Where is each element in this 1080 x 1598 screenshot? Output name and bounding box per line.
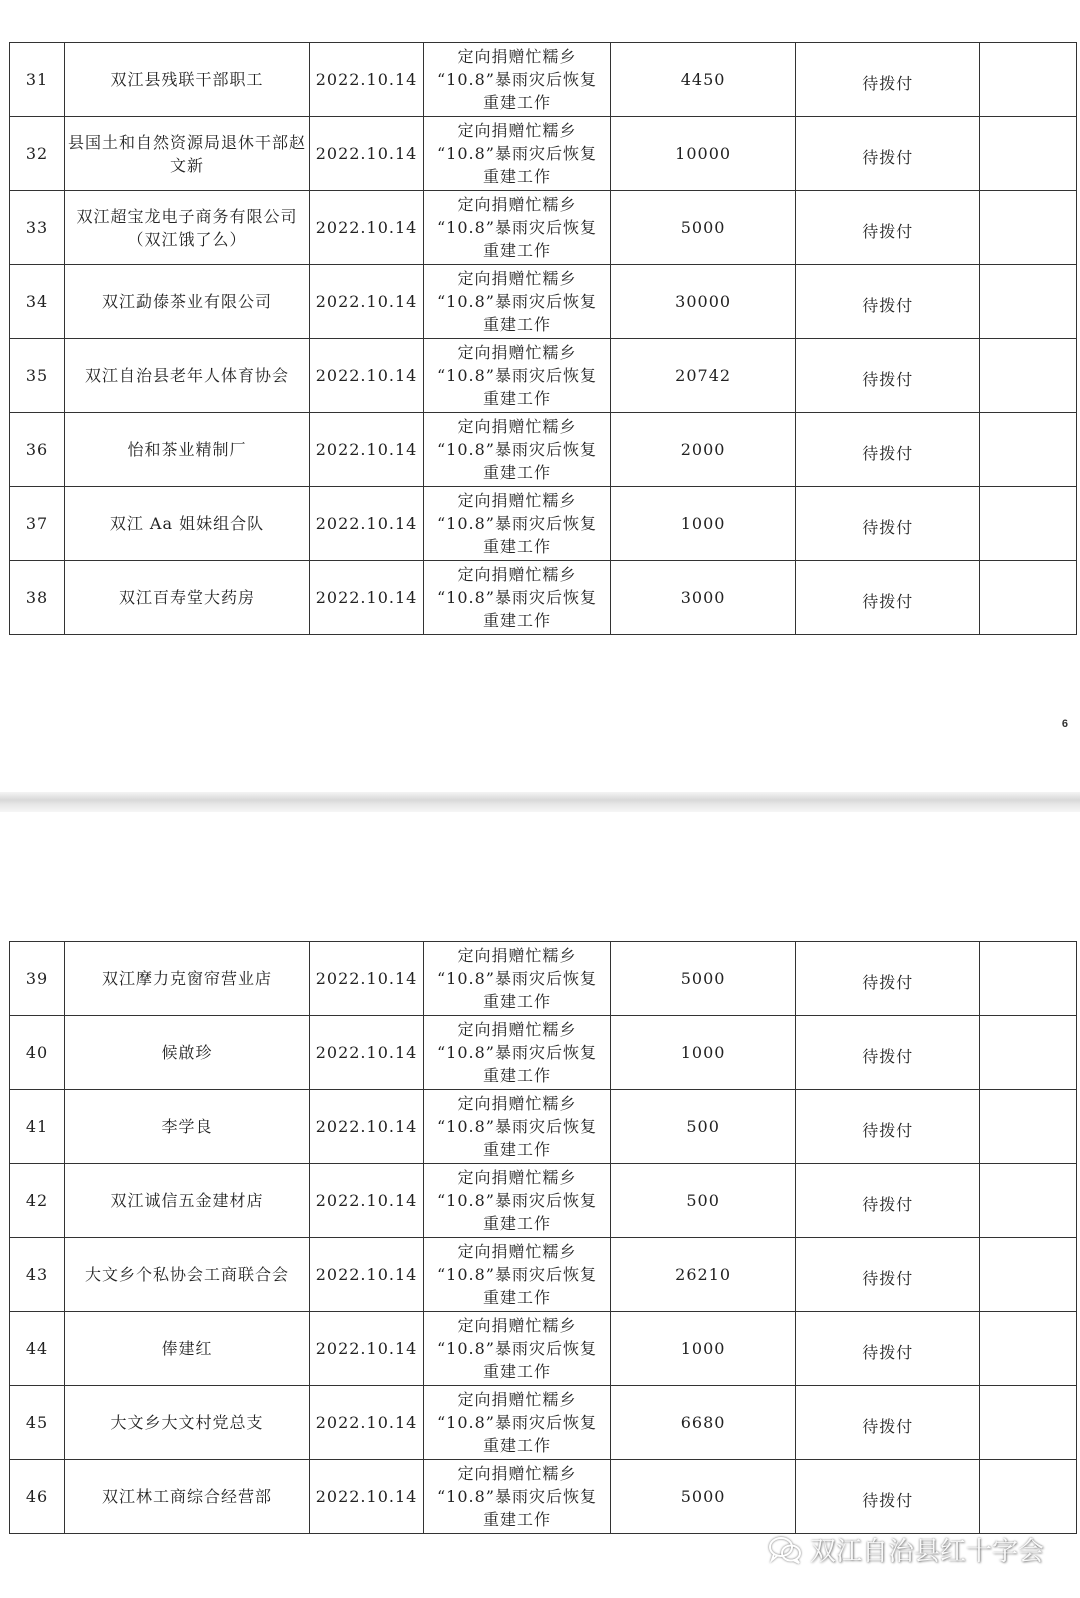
donor-name: 双江县残联干部职工 (65, 43, 310, 117)
purpose-line: “10.8”暴雨灾后恢复 (436, 1339, 597, 1358)
donation-purpose (424, 339, 611, 413)
remark-cell (980, 43, 1077, 117)
donation-date: 2022.10.14 (309, 1090, 423, 1164)
purpose-line: 定向捐赠忙糯乡 (457, 1464, 577, 1483)
donation-date: 2022.10.14 (309, 1164, 423, 1238)
remark-cell (980, 1090, 1077, 1164)
row-number: 33 (10, 191, 65, 265)
remark-cell (980, 413, 1077, 487)
donation-amount: 6680 (610, 1386, 796, 1460)
donor-name: 双江摩力克窗帘营业店 (65, 942, 310, 1016)
purpose-line: “10.8”暴雨灾后恢复 (436, 292, 597, 311)
purpose-line: 定向捐赠忙糯乡 (457, 1316, 577, 1335)
donation-purpose (424, 43, 611, 117)
payment-status (796, 561, 980, 635)
donation-date: 2022.10.14 (309, 1312, 423, 1386)
donation-date: 2022.10.14 (309, 561, 423, 635)
table-row (10, 43, 1077, 117)
payment-status (796, 1238, 980, 1312)
wechat-icon (768, 1536, 802, 1564)
status-text: 待拨付 (862, 973, 914, 992)
status-text: 待拨付 (862, 1417, 914, 1436)
purpose-line: 重建工作 (482, 1214, 551, 1233)
donation-amount: 5000 (610, 942, 796, 1016)
row-number: 35 (10, 339, 65, 413)
remark-cell (980, 561, 1077, 635)
row-number: 46 (10, 1460, 65, 1534)
purpose-line: “10.8”暴雨灾后恢复 (436, 969, 597, 988)
table-row (10, 1238, 1077, 1312)
row-number: 31 (10, 43, 65, 117)
row-number: 34 (10, 265, 65, 339)
table-row (10, 1386, 1077, 1460)
purpose-line: “10.8”暴雨灾后恢复 (436, 144, 597, 163)
donor-name: 候啟珍 (65, 1016, 310, 1090)
status-text: 待拨付 (862, 1047, 914, 1066)
remark-cell (980, 117, 1077, 191)
donation-amount: 5000 (610, 1460, 796, 1534)
row-number: 45 (10, 1386, 65, 1460)
row-number: 38 (10, 561, 65, 635)
table-row (10, 487, 1077, 561)
donation-purpose (424, 1016, 611, 1090)
donation-date: 2022.10.14 (309, 191, 423, 265)
donor-name: 双江超宝龙电子商务有限公司（双江饿了么） (65, 191, 310, 265)
status-text: 待拨付 (862, 518, 914, 537)
purpose-line: 重建工作 (482, 1288, 551, 1307)
status-text: 待拨付 (862, 296, 914, 315)
donation-purpose (424, 1090, 611, 1164)
purpose-line: 定向捐赠忙糯乡 (457, 195, 577, 214)
row-number: 32 (10, 117, 65, 191)
donation-date: 2022.10.14 (309, 43, 423, 117)
purpose-line: 定向捐赠忙糯乡 (457, 417, 577, 436)
row-number: 37 (10, 487, 65, 561)
purpose-line: “10.8”暴雨灾后恢复 (436, 1117, 597, 1136)
payment-status (796, 43, 980, 117)
status-text: 待拨付 (862, 1343, 914, 1362)
purpose-line: 重建工作 (482, 167, 551, 186)
remark-cell (980, 1386, 1077, 1460)
status-text: 待拨付 (862, 444, 914, 463)
purpose-line: 定向捐赠忙糯乡 (457, 1390, 577, 1409)
purpose-line: 定向捐赠忙糯乡 (457, 121, 577, 140)
donor-name: 大文乡大文村党总支 (65, 1386, 310, 1460)
purpose-line: 重建工作 (482, 463, 551, 482)
donor-name: 双江勐傣茶业有限公司 (65, 265, 310, 339)
donation-date: 2022.10.14 (309, 117, 423, 191)
row-number: 44 (10, 1312, 65, 1386)
purpose-line: “10.8”暴雨灾后恢复 (436, 366, 597, 385)
donation-date: 2022.10.14 (309, 339, 423, 413)
purpose-line: “10.8”暴雨灾后恢复 (436, 70, 597, 89)
payment-status (796, 1460, 980, 1534)
table-row (10, 942, 1077, 1016)
donation-purpose (424, 1312, 611, 1386)
row-number: 36 (10, 413, 65, 487)
payment-status (796, 1090, 980, 1164)
page-separator (0, 792, 1080, 812)
donation-purpose (424, 561, 611, 635)
donation-purpose (424, 265, 611, 339)
donation-purpose (424, 942, 611, 1016)
payment-status (796, 413, 980, 487)
donation-purpose (424, 487, 611, 561)
row-number: 43 (10, 1238, 65, 1312)
purpose-line: 定向捐赠忙糯乡 (457, 946, 577, 965)
donation-purpose (424, 1164, 611, 1238)
purpose-line: “10.8”暴雨灾后恢复 (436, 1265, 597, 1284)
purpose-line: “10.8”暴雨灾后恢复 (436, 1487, 597, 1506)
donation-purpose (424, 191, 611, 265)
purpose-line: “10.8”暴雨灾后恢复 (436, 1191, 597, 1210)
table-row (10, 1164, 1077, 1238)
payment-status (796, 191, 980, 265)
donation-purpose (424, 117, 611, 191)
donation-amount: 2000 (610, 413, 796, 487)
status-text: 待拨付 (862, 222, 914, 241)
remark-cell (980, 1238, 1077, 1312)
remark-cell (980, 1460, 1077, 1534)
table-row (10, 265, 1077, 339)
donation-date: 2022.10.14 (309, 265, 423, 339)
donation-date: 2022.10.14 (309, 942, 423, 1016)
purpose-line: 重建工作 (482, 315, 551, 334)
status-text: 待拨付 (862, 370, 914, 389)
table-row (10, 1460, 1077, 1534)
donor-name: 双江林工商综合经营部 (65, 1460, 310, 1534)
table-row (10, 413, 1077, 487)
donation-amount: 26210 (610, 1238, 796, 1312)
row-number: 42 (10, 1164, 65, 1238)
purpose-line: “10.8”暴雨灾后恢复 (436, 218, 597, 237)
table-row (10, 1016, 1077, 1090)
donor-name: 双江诚信五金建材店 (65, 1164, 310, 1238)
donor-name: 李学良 (65, 1090, 310, 1164)
page-number: 6 (1061, 718, 1068, 730)
donation-date: 2022.10.14 (309, 1386, 423, 1460)
payment-status (796, 1312, 980, 1386)
document-page-bottom (0, 812, 1080, 1598)
purpose-line: 定向捐赠忙糯乡 (457, 491, 577, 510)
payment-status (796, 487, 980, 561)
purpose-line: 定向捐赠忙糯乡 (457, 565, 577, 584)
donor-name: 县国土和自然资源局退休干部赵文新 (65, 117, 310, 191)
remark-cell (980, 1312, 1077, 1386)
remark-cell (980, 265, 1077, 339)
remark-cell (980, 191, 1077, 265)
purpose-line: “10.8”暴雨灾后恢复 (436, 440, 597, 459)
purpose-line: “10.8”暴雨灾后恢复 (436, 1413, 597, 1432)
row-number: 39 (10, 942, 65, 1016)
purpose-line: “10.8”暴雨灾后恢复 (436, 1043, 597, 1062)
donor-name: 双江自治县老年人体育协会 (65, 339, 310, 413)
purpose-line: 重建工作 (482, 241, 551, 260)
donation-amount: 30000 (610, 265, 796, 339)
purpose-line: “10.8”暴雨灾后恢复 (436, 588, 597, 607)
donor-name: 大文乡个私协会工商联合会 (65, 1238, 310, 1312)
purpose-line: 重建工作 (482, 1140, 551, 1159)
donor-name: 俸建红 (65, 1312, 310, 1386)
donation-purpose (424, 1386, 611, 1460)
payment-status (796, 339, 980, 413)
purpose-line: 定向捐赠忙糯乡 (457, 47, 577, 66)
donation-amount: 5000 (610, 191, 796, 265)
donor-name: 双江百寿堂大药房 (65, 561, 310, 635)
donation-amount: 1000 (610, 1016, 796, 1090)
payment-status (796, 265, 980, 339)
donation-amount: 1000 (610, 1312, 796, 1386)
status-text: 待拨付 (862, 74, 914, 93)
purpose-line: 定向捐赠忙糯乡 (457, 1094, 577, 1113)
purpose-line: 重建工作 (482, 1362, 551, 1381)
remark-cell (980, 487, 1077, 561)
status-text: 待拨付 (862, 1121, 914, 1140)
donation-purpose (424, 1460, 611, 1534)
table-row (10, 561, 1077, 635)
donation-date: 2022.10.14 (309, 1016, 423, 1090)
row-number: 41 (10, 1090, 65, 1164)
donor-name: 怡和茶业精制厂 (65, 413, 310, 487)
watermark-text: 双江自治县红十字会 (809, 1537, 1044, 1567)
donation-table-part2 (9, 941, 1077, 1534)
purpose-line: “10.8”暴雨灾后恢复 (436, 514, 597, 533)
status-text: 待拨付 (862, 1491, 914, 1510)
watermark (768, 1531, 1044, 1568)
purpose-line: 定向捐赠忙糯乡 (457, 1242, 577, 1261)
donation-amount: 10000 (610, 117, 796, 191)
purpose-line: 定向捐赠忙糯乡 (457, 1020, 577, 1039)
donation-table-part1 (9, 42, 1077, 635)
purpose-line: 重建工作 (482, 1510, 551, 1529)
purpose-line: 重建工作 (482, 1066, 551, 1085)
purpose-line: 重建工作 (482, 992, 551, 1011)
donor-name: 双江 Aa 姐妹组合队 (65, 487, 310, 561)
remark-cell (980, 1016, 1077, 1090)
table-row (10, 339, 1077, 413)
purpose-line: 重建工作 (482, 93, 551, 112)
remark-cell (980, 942, 1077, 1016)
payment-status (796, 1164, 980, 1238)
remark-cell (980, 339, 1077, 413)
table-row (10, 191, 1077, 265)
purpose-line: 重建工作 (482, 537, 551, 556)
donation-date: 2022.10.14 (309, 1238, 423, 1312)
purpose-line: 定向捐赠忙糯乡 (457, 343, 577, 362)
donation-amount: 4450 (610, 43, 796, 117)
donation-amount: 1000 (610, 487, 796, 561)
remark-cell (980, 1164, 1077, 1238)
status-text: 待拨付 (862, 1269, 914, 1288)
donation-amount: 500 (610, 1090, 796, 1164)
donation-amount: 20742 (610, 339, 796, 413)
donation-amount: 3000 (610, 561, 796, 635)
purpose-line: 重建工作 (482, 611, 551, 630)
status-text: 待拨付 (862, 592, 914, 611)
document-page-top (0, 0, 1080, 792)
payment-status (796, 117, 980, 191)
status-text: 待拨付 (862, 1195, 914, 1214)
purpose-line: 定向捐赠忙糯乡 (457, 1168, 577, 1187)
table-row (10, 1090, 1077, 1164)
payment-status (796, 1386, 980, 1460)
purpose-line: 重建工作 (482, 389, 551, 408)
payment-status (796, 942, 980, 1016)
payment-status (796, 1016, 980, 1090)
donation-purpose (424, 1238, 611, 1312)
purpose-line: 重建工作 (482, 1436, 551, 1455)
table-row (10, 1312, 1077, 1386)
status-text: 待拨付 (862, 148, 914, 167)
donation-amount: 500 (610, 1164, 796, 1238)
donation-date: 2022.10.14 (309, 413, 423, 487)
table-row (10, 117, 1077, 191)
purpose-line: 定向捐赠忙糯乡 (457, 269, 577, 288)
row-number: 40 (10, 1016, 65, 1090)
donation-purpose (424, 413, 611, 487)
donation-date: 2022.10.14 (309, 487, 423, 561)
donation-date: 2022.10.14 (309, 1460, 423, 1534)
